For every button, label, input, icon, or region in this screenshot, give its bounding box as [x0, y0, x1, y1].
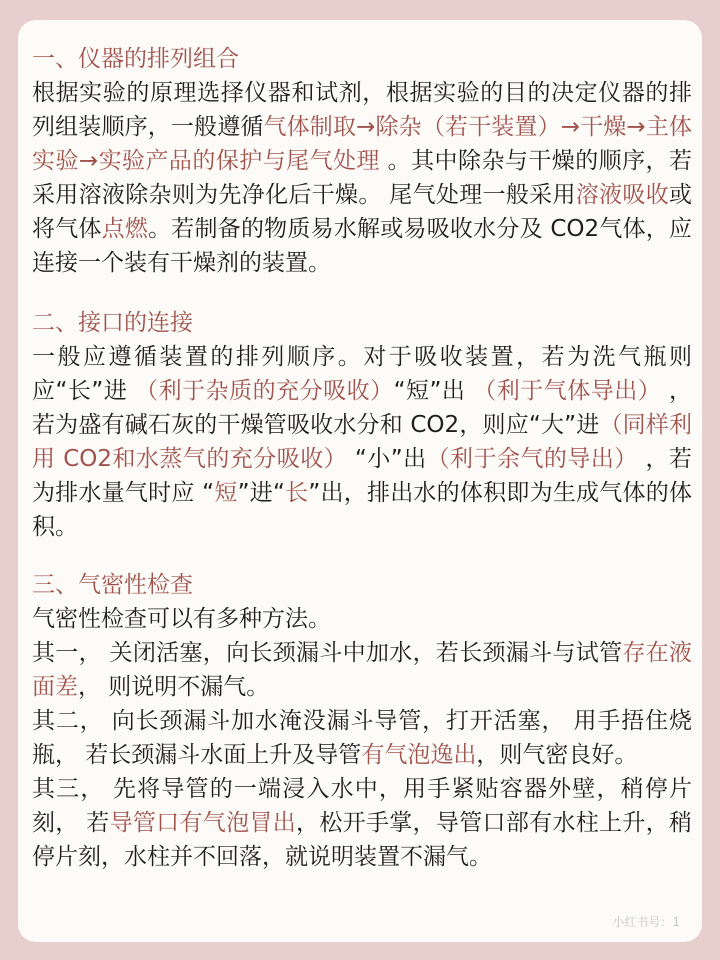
section-title: 三、气密性检查: [32, 572, 193, 598]
text-run: ，若为排水量气时应 “: [32, 446, 693, 506]
text-run: 一般应遵循装置的排列顺序。对于吸收装置，若为洗气瓶则应“长”进: [32, 344, 692, 404]
paragraph: [32, 772, 692, 874]
highlight-text: 短: [214, 480, 238, 506]
text-run: 其三， 先将导管的一端浸入水中，用手紧贴容器外壁，稍停片刻， 若: [32, 776, 692, 836]
text-run: ”进“: [237, 480, 285, 506]
text-run: 根据实验的原理选择仪器和试剂，根据实验的目的决定仪器的排列组装顺序，一般遵循: [32, 80, 692, 140]
paragraph: [32, 340, 692, 544]
highlight-text: 导管口有气泡冒出: [109, 810, 297, 836]
text-run: 。其中除杂与干燥的顺序，若采用溶液除杂则为先净化后干燥。 尾气处理一般采用: [32, 148, 692, 208]
paragraph: [32, 76, 692, 280]
text-run: 。若制备的物质易水解或易吸收水分及 CO2气体，应连接一个装有干燥剂的装置。: [32, 216, 693, 276]
highlight-text: （利于气体导出）: [473, 378, 662, 404]
paragraph: [32, 636, 692, 704]
highlight-text: 有气泡逸出: [361, 742, 477, 768]
highlight-text: 点燃: [101, 216, 149, 242]
text-run: 其二， 向长颈漏斗加水淹没漏斗导管，打开活塞， 用手捂住烧瓶， 若长颈漏斗水面上升及导管: [32, 708, 692, 768]
paragraph: [32, 704, 692, 772]
text-run: ”出，排出水的体积即为生成气体的体积。: [32, 480, 692, 540]
content-card: [18, 20, 702, 942]
highlight-text: （同样利用 CO2和水蒸气的充分吸收）: [32, 412, 692, 472]
highlight-text: 溶液吸收: [575, 182, 670, 208]
article-body: [32, 42, 692, 874]
text-run: “小”出: [347, 446, 427, 472]
highlight-text: 长: [284, 480, 309, 506]
text-run: ，若为盛有碱石灰的干燥管吸收水分和 CO2，则应“大”进: [32, 378, 692, 438]
text-run: “短”出: [393, 378, 474, 404]
text-run: 或将气体: [32, 182, 693, 242]
text-run: 其一， 关闭活塞，向长颈漏斗中加水，若长颈漏斗与试管: [32, 640, 623, 666]
section-title: 一、仪器的排列组合: [32, 46, 239, 72]
paragraph: [32, 602, 692, 636]
text-run: ，则气密良好。: [476, 742, 638, 768]
text-run: 气密性检查可以有多种方法。: [32, 606, 331, 632]
highlight-text: 气体制取→除杂（若干装置）→干燥→主体实验→实验产品的保护与尾气处理: [32, 114, 692, 174]
highlight-text: （利于杂质的充分吸收）: [135, 378, 394, 404]
text-run: ，松开手掌，导管口部有水柱上升，稍停片刻，水柱并不回落，就说明装置不漏气。: [32, 810, 693, 870]
highlight-text: 存在液面差: [32, 640, 693, 700]
section-title: 二、接口的连接: [32, 310, 193, 336]
highlight-text: （利于余气的导出）: [426, 446, 638, 472]
watermark: 小红书号：1: [612, 915, 680, 929]
text-run: ， 则说明不漏气。: [78, 674, 270, 700]
